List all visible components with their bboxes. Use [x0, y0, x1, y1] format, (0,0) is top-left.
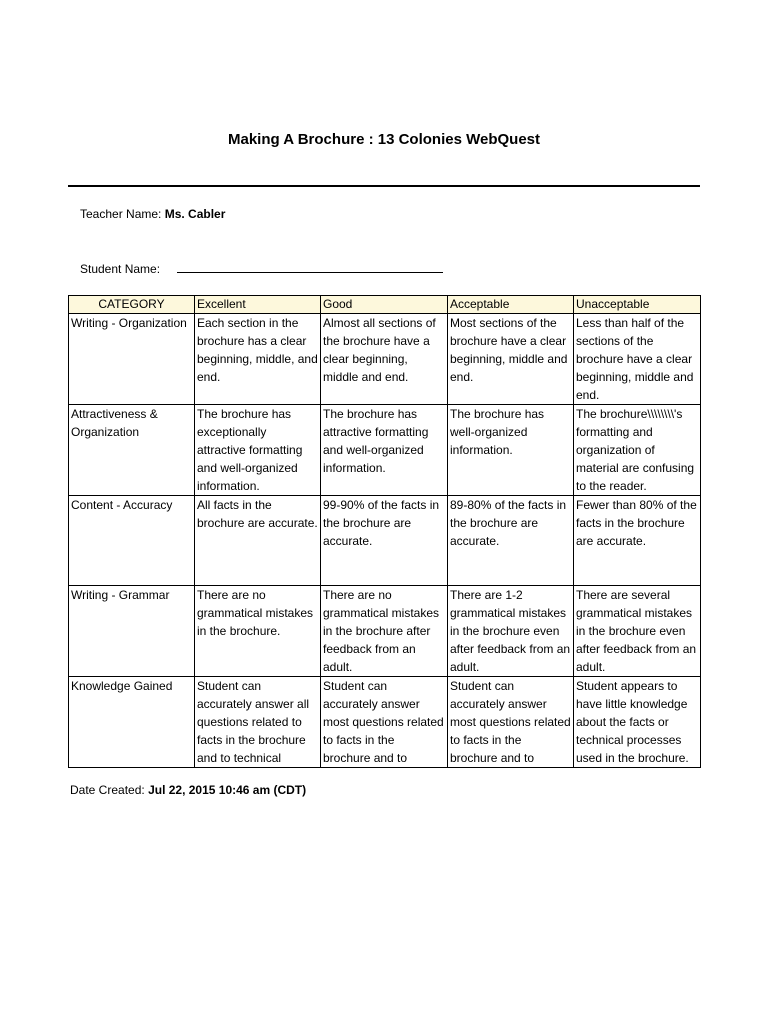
cell-unacceptable: Less than half of the sections of the brochure have a clear beginning, middle and end. [574, 314, 701, 405]
header-acceptable: Acceptable [448, 296, 574, 314]
student-name-line [80, 261, 443, 276]
row-category: Content - Accuracy [69, 496, 195, 586]
teacher-name-label: Teacher Name: [80, 207, 162, 221]
cell-good: Almost all sections of the brochure have a clear beginning, middle and end. [321, 314, 448, 405]
student-name-label: Student Name: [80, 262, 161, 276]
cell-excellent: The brochure has exceptionally attractive formatting and well-organized information. [195, 405, 321, 496]
cell-good: There are no grammatical mistakes in the brochure after feedback from an adult. [321, 586, 448, 677]
cell-good: Student can accurately answer most questions related to facts in the brochure and to [321, 677, 448, 768]
cell-excellent: Student can accurately answer all questions related to facts in the brochure and to technical [195, 677, 321, 768]
header-unacceptable: Unacceptable [574, 296, 701, 314]
row-category: Writing - Grammar [69, 586, 195, 677]
teacher-name-line [80, 207, 225, 221]
cell-acceptable: There are 1-2 grammatical mistakes in the brochure even after feedback from an adult. [448, 586, 574, 677]
date-created-label: Date Created: [70, 783, 145, 797]
page-title: Making A Brochure : 13 Colonies WebQuest [228, 131, 540, 148]
cell-acceptable: Student can accurately answer most questions related to facts in the brochure and to [448, 677, 574, 768]
date-created-line [70, 783, 306, 797]
cell-acceptable: The brochure has well-organized information. [448, 405, 574, 496]
row-category: Writing - Organization [69, 314, 195, 405]
row-category: Knowledge Gained [69, 677, 195, 768]
table-row [69, 677, 701, 768]
row-category: Attractiveness & Organization [69, 405, 195, 496]
cell-excellent: Each section in the brochure has a clear beginning, middle, and end. [195, 314, 321, 405]
table-row [69, 314, 701, 405]
header-excellent: Excellent [195, 296, 321, 314]
cell-good: The brochure has attractive formatting and well-organized information. [321, 405, 448, 496]
title-divider [68, 185, 700, 187]
date-created-value: Jul 22, 2015 10:46 am (CDT) [148, 783, 307, 797]
student-name-blank [177, 261, 443, 273]
cell-acceptable: 89-80% of the facts in the brochure are accurate. [448, 496, 574, 586]
cell-unacceptable: The brochure\\\\\\\\'s formatting and organization of material are confusing to the reader. [574, 405, 701, 496]
cell-acceptable: Most sections of the brochure have a clear beginning, middle and end. [448, 314, 574, 405]
cell-unacceptable: Fewer than 80% of the facts in the brochure are accurate. [574, 496, 701, 586]
cell-excellent: All facts in the brochure are accurate. [195, 496, 321, 586]
cell-unacceptable: Student appears to have little knowledge about the facts or technical processes used in the brochure. [574, 677, 701, 768]
table-header-row [69, 296, 701, 314]
cell-unacceptable: There are several grammatical mistakes in the brochure even after feedback from an adult. [574, 586, 701, 677]
table-row [69, 586, 701, 677]
table-row [69, 405, 701, 496]
cell-excellent: There are no grammatical mistakes in the brochure. [195, 586, 321, 677]
header-category: CATEGORY [69, 296, 195, 314]
teacher-name-value: Ms. Cabler [164, 207, 226, 221]
rubric-table [68, 295, 701, 768]
table-row [69, 496, 701, 586]
header-good: Good [321, 296, 448, 314]
cell-good: 99-90% of the facts in the brochure are accurate. [321, 496, 448, 586]
